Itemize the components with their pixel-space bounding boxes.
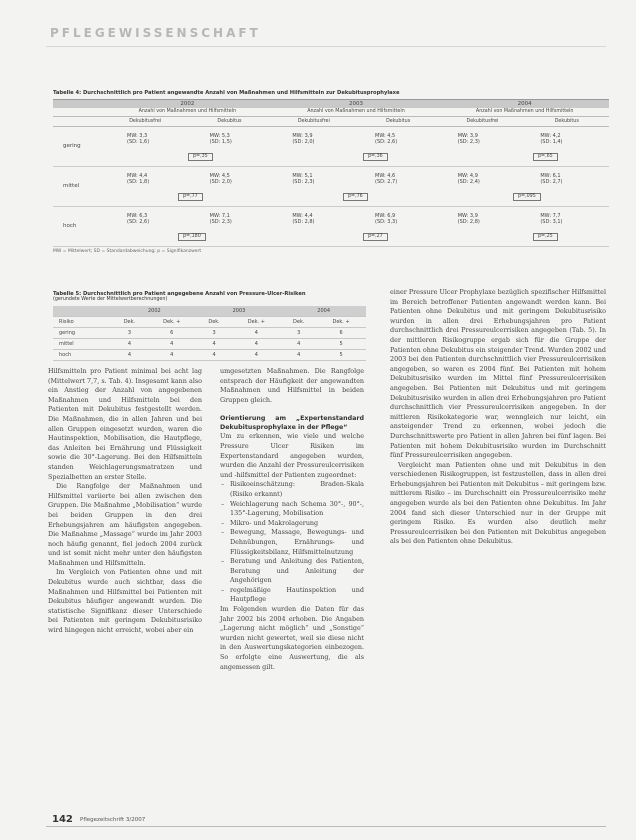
table-4 xyxy=(53,90,609,254)
p-value-box: p=,65 xyxy=(533,153,558,161)
table-cell: MW: 5,3 (SD: 1,5) xyxy=(209,133,232,145)
year-header: 2003 xyxy=(349,101,363,107)
paragraph: Um zu erkennen, wie viele und welche Pressure Ulcer Risiken im Expertenstandard angegeben wurden, wurden die Anzahl der Pressureulcerrisiken und -hilfsmittel der Patienten zugeordnet: xyxy=(220,432,364,479)
section-header: PFLEGEWISSENSCHAFT xyxy=(50,26,261,40)
table-cell: MW: 7,1 (SD: 2,3) xyxy=(209,213,232,225)
paragraph: Im Vergleich von Patienten ohne und mit Dekubitus wurde auch sichtbar, dass die Maßnahmen und Hilfsmittel bei Patienten mit Dekubitus häufiger angewandt wurden. Die statistische Signifikanz dieser Unterschiede bei Patienten mit geringem Dekubitusrisiko wird hingegen nicht erreicht, wobei aber ein xyxy=(48,568,202,635)
p-value-box: p=,77 xyxy=(178,193,203,201)
table-cell: MW: 4,6 (SD: 2,7) xyxy=(375,173,398,185)
text-column-3 xyxy=(390,288,606,547)
table-cell: MW: 4,9 (SD: 2,4) xyxy=(457,173,480,185)
table-4-footnote: MW = Mittelwert; SD = Standardabweichung; p = Signifikanzwert xyxy=(53,249,202,254)
table-cell: MW: 6,3 (SD: 2,6) xyxy=(127,213,150,225)
header-divider xyxy=(46,46,606,47)
paragraph: umgesetzten Maßnahmen. Die Rangfolge entsprach der Häufigkeit der angewandten Maßnahmen und Hilfsmittel in beiden Gruppen gleich. xyxy=(220,367,364,404)
page-number: 142 xyxy=(52,814,73,825)
table-row: hoch 4 4 4 4 4 5 xyxy=(53,350,366,361)
paragraph: einer Pressure Ulcer Prophylaxe bezüglich spezifischer Hilfsmittel im Bereich betroffener Patienten angewandt werden kann. Bei Patienten ohne Dekubitus und mit geringem Dekubitusrisiko wurden in allen drei Erhebungsjahren pro Patient durchschnittlich drei Pressureulcerrisiken angegeben (Tab. 5). In der mittleren Risikogruppe ergab sich für die Gruppe der Patienten ohne Dekubitus ein steigender Trend. Wurden 2002 und 2003 bei den Patienten durchschnittlich vier Pressureulcerrisiken angegeben, so waren es 2004 fünf. Bei Patienten mit hohem Dekubitusrisiko wurden im Mittel fünf Pressureulcerrisiken angegeben. Bei Patienten mit Dekubitus und mit geringem Dekubitusrisiko wurden in allen drei Erhebungsjahren pro Patient durchschnittlich vier Pressureulcerrisiken angegeben. In der mittleren Risikokategorie war, wenngleich nur leicht, ein ansteigender Trend zu erkennen, wobei jedoch die Durchschnittswerte pro Patient in allen Jahren bei fünf lagen. Bei Patienten mit hohem Dekubitusrisiko wurden im Durchschnitt fünf Pressureulcerrisiken angegeben. xyxy=(390,288,606,460)
table-cell: MW: 4,5 (SD: 2,0) xyxy=(209,173,232,185)
table-cell: MW: 3,9 (SD: 2,8) xyxy=(457,213,480,225)
subcol-header: Dekubitusfrei xyxy=(129,119,162,124)
list-item: – Beratung und Anleitung des Patienten, Beratung und Anleitung der Angehörigen xyxy=(220,557,364,586)
table-5 xyxy=(53,291,366,361)
table-5-subcaption: (gerundete Werte der Mittelwertberechnungen) xyxy=(53,297,168,302)
footer-divider xyxy=(46,826,606,827)
table-cell: MW: 3,3 (SD: 1,6) xyxy=(127,133,150,145)
table-cell: MW: 4,5 (SD: 2,6) xyxy=(375,133,398,145)
table-row xyxy=(53,127,609,167)
list-item: – Risikoeinschätzung: Braden-Skala (Risiko erkannt) xyxy=(220,480,364,499)
p-value-box: p=,095 xyxy=(513,193,541,201)
table-row: gering 3 6 3 4 3 6 xyxy=(53,328,366,339)
subcol-header: Dekubitus xyxy=(386,119,411,124)
table-5-subheader-row: Risiko Dek. Dek. + Dek. Dek. + Dek. Dek. + xyxy=(53,317,366,328)
year-header: 2002 xyxy=(112,306,197,317)
row-label: hoch xyxy=(63,223,77,229)
table-cell: MW: 4,4 (SD: 2,8) xyxy=(292,213,315,225)
group-header: Anzahl von Maßnahmen und Hilfsmitteln xyxy=(475,109,574,114)
list-item: – Mikro- und Makrolagerung xyxy=(220,519,364,529)
table-cell: MW: 6,9 (SD: 3,3) xyxy=(375,213,398,225)
table-5-caption: Tabelle 5: Durchschnittlich pro Patient angegebene Anzahl von Pressure-Ulcer-Risiken xyxy=(53,291,306,297)
p-value-box: p=,35 xyxy=(188,153,213,161)
group-header: Anzahl von Maßnahmen und Hilfsmitteln xyxy=(138,109,237,114)
bullet-list xyxy=(220,480,364,605)
p-value-box: p=,25 xyxy=(533,233,558,241)
text-column-2 xyxy=(220,367,364,672)
table-row: mittel 4 4 4 4 4 5 xyxy=(53,339,366,350)
table-cell: MW: 6,1 (SD: 2,7) xyxy=(540,173,563,185)
subcol-header: Dekubitus xyxy=(554,119,579,124)
year-header: 2004 xyxy=(517,101,532,107)
table-4-year-row xyxy=(53,99,609,108)
table-4-caption: Tabelle 4: Durchschnittlich pro Patient angewandte Anzahl von Maßnahmen und Hilfsmitteln zur Dekubitusprophylaxe xyxy=(53,90,400,96)
table-cell: MW: 4,2 (SD: 1,4) xyxy=(540,133,563,145)
table-4-subheader-row xyxy=(53,117,609,127)
list-item: – Weichlagerung nach Schema 30°-, 90°-, 135°-Lagerung, Mobilisation xyxy=(220,500,364,519)
year-header: 2003 xyxy=(197,306,282,317)
list-item: – regelmäßige Hautinspektion und Hautpflege xyxy=(220,586,364,605)
text-column-1 xyxy=(48,367,202,636)
table-4-group-row xyxy=(53,108,609,117)
subcol-header: Dekubitus xyxy=(217,119,242,124)
table-cell: MW: 7,7 (SD: 3,1) xyxy=(540,213,563,225)
p-value-box: p=,180 xyxy=(178,233,206,241)
table-row xyxy=(53,167,609,207)
subcol-header: Dekubitusfrei xyxy=(466,119,499,124)
table-cell: MW: 5,1 (SD: 2,3) xyxy=(292,173,315,185)
list-item: – Bewegung, Massage, Bewegungs- und Dehnübungen, Ernährungs- und Flüssigkeitsbilanz, Hilfsmittelnutzung xyxy=(220,528,364,557)
p-value-box: p=,27 xyxy=(363,233,388,241)
row-label: gering xyxy=(63,143,81,149)
year-header: 2004 xyxy=(281,306,366,317)
table-5-year-row xyxy=(53,306,366,317)
paragraph: Im Folgenden wurden die Daten für das Jahr 2002 bis 2004 erhoben. Die Angaben „Lagerung nicht möglich“ und „Sonstige“ wurden nicht gewertet, weil sie diese nicht in den Auswertungskategorien einbezogen. So erfolgte eine Auswertung, die als angemessen gilt. xyxy=(220,605,364,671)
row-label: mittel xyxy=(63,183,80,189)
table-cell: MW: 4,4 (SD: 1,8) xyxy=(127,173,150,185)
section-heading: Orientierung am „Expertenstandard Dekubitusprophylaxe in der Pflege“ xyxy=(220,415,364,432)
p-value-box: p=,76 xyxy=(343,193,368,201)
paragraph: Vergleicht man Patienten ohne und mit Dekubitus in den verschiedenen Risikogruppen, ist festzustellen, dass in allen drei Erhebungsjahren bei Patienten mit Dekubitus – mit geringem bzw. mittlerem Risiko – im Durchschnitt ein Pressureulcerrisiko mehr angegeben wurde als bei den Patienten ohne Dekubitus. Im Jahr 2004 fand sich dieser Unterschied nur in der Gruppe mit geringem Risiko. Es wurden also deutlich mehr Pressureulcerrisiken bei den Patienten mit Dekubitus angegeben als bei den Patienten ohne Dekubitus. xyxy=(390,460,606,546)
table-row xyxy=(53,207,609,247)
journal-name: Pflegezeitschrift 3/2007 xyxy=(80,817,146,823)
table-cell: MW: 3,9 (SD: 2,3) xyxy=(457,133,480,145)
paragraph: Die Rangfolge der Maßnahmen und Hilfsmittel variierte bei allen zwischen den Gruppen. Die Maßnahme „Mobilisation“ wurde bei beiden Gruppen in den drei Erhebungsjahren am häufigsten angegeben. Die Maßnahme „Massage“ wurde im Jahr 2003 noch häufig genannt, fiel jedoch 2004 zurück und ist somit nicht mehr unter den häufigsten Maßnahmen und Hilfsmitteln. xyxy=(48,482,202,567)
p-value-box: p=,36 xyxy=(363,153,388,161)
subcol-header: Dekubitusfrei xyxy=(297,119,330,124)
group-header: Anzahl von Maßnahmen und Hilfsmitteln xyxy=(307,109,405,114)
paragraph: Hilfsmitteln pro Patient minimal bei acht lag (Mittelwert 7,7, s. Tab. 4). Insgesamt kann also ein Anstieg der Anzahl von angegebenen Maßnahmen und Hilfsmitteln bei den Patienten mit Dekubitus festgestellt werden. Die Maßnahmen, die in allen Jahren und bei allen Gruppen eingesetzt wurden, waren die Hautinspektion, Mobilisation, die Hautpflege, das Anleiten bei Ernährung und Flüssigkeit sowie die 30°-Lagerung. Bei den Hilfsmitteln standen Weichlagerungsmatratzen und Spezialbetten an erster Stelle. xyxy=(48,367,202,481)
table-5-grid xyxy=(53,306,366,361)
year-header: 2002 xyxy=(180,101,195,107)
table-cell: MW: 3,9 (SD: 2,0) xyxy=(292,133,315,145)
